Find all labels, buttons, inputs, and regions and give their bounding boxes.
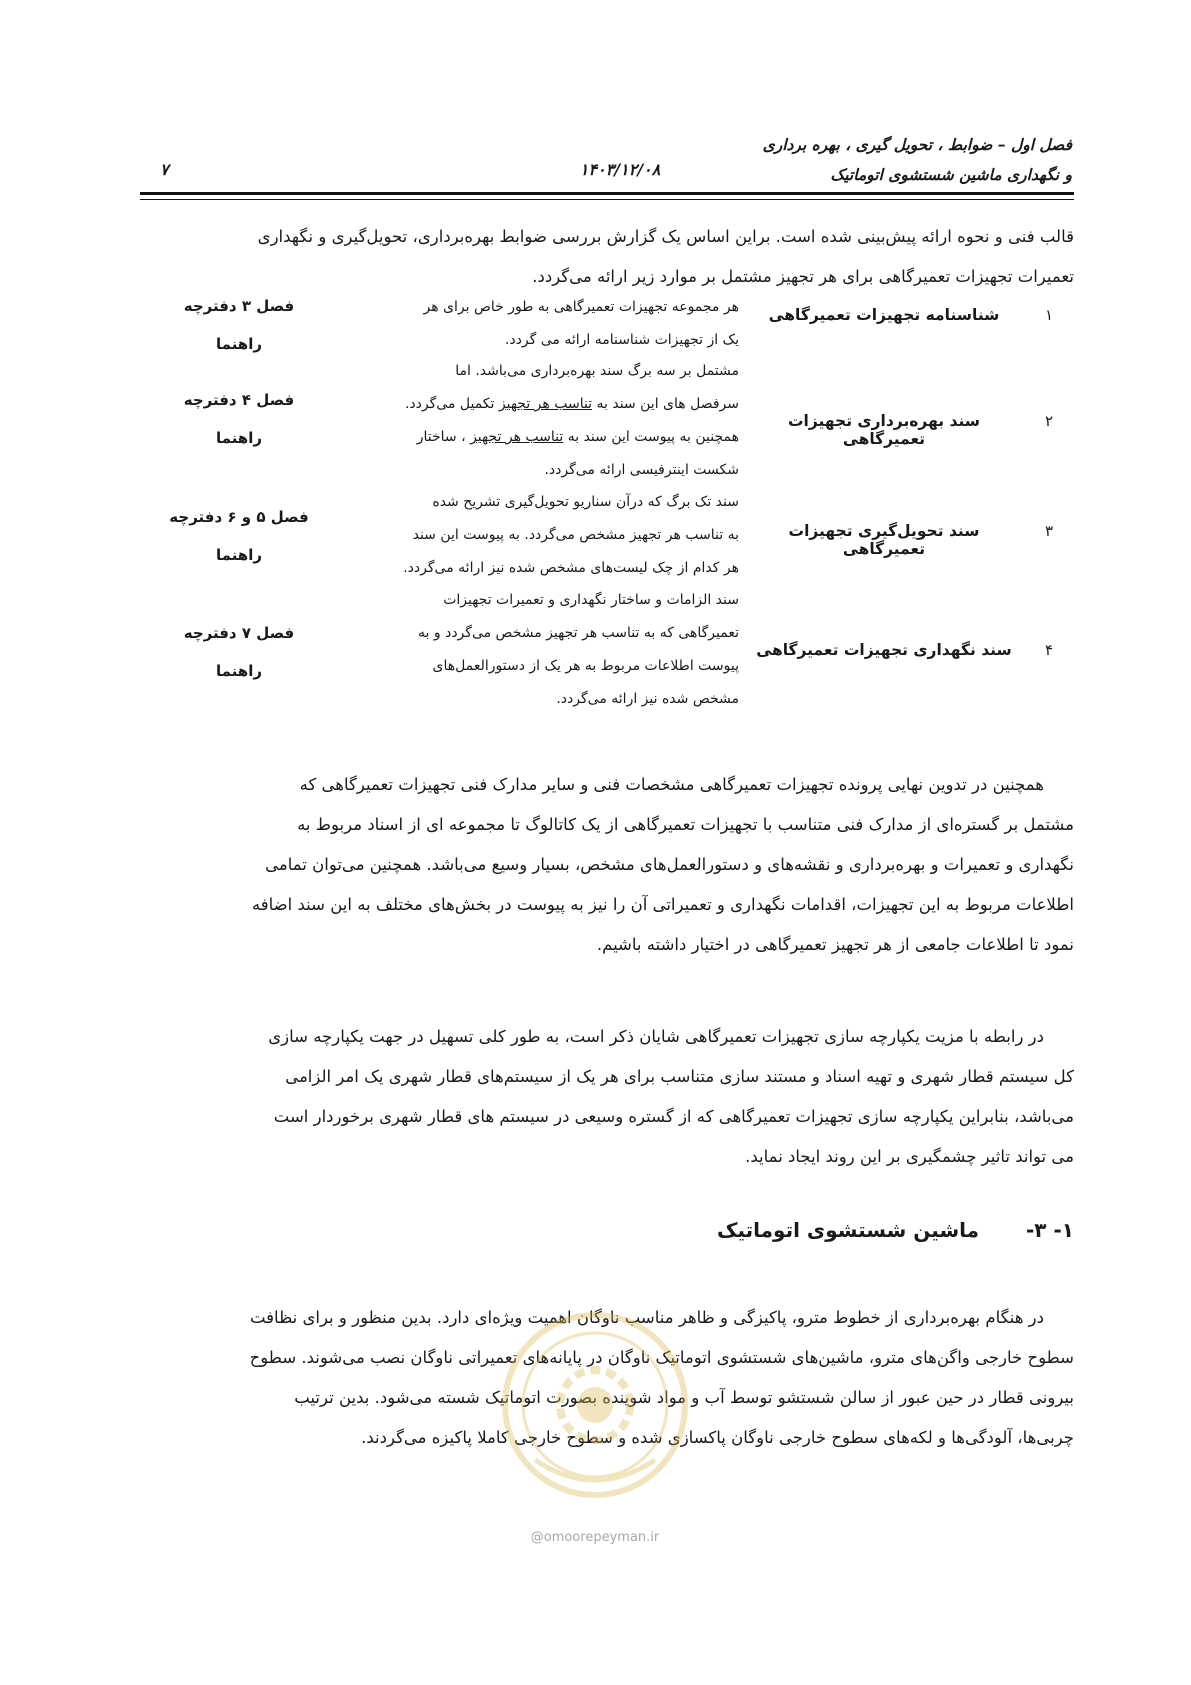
row-number: ۱ bbox=[1044, 306, 1054, 324]
paragraph-line: سطوح خارجی واگن‌های مترو، ماشین‌های شستشوی اتوماتیک ناوگان در پایانه‌های تعمیراتی ناوگان نصب می‌شوند. سطوح bbox=[249, 1348, 1074, 1367]
row-number: ۳ bbox=[1044, 522, 1054, 540]
row-number: ۲ bbox=[1044, 412, 1054, 430]
desc-line: هر مجموعه تجهیزات تعمیرگاهی به طور خاص برای هر bbox=[423, 299, 739, 315]
page-number: ۷ bbox=[160, 160, 169, 179]
paragraph-line: همچنین در تدوین نهایی پرونده تجهیزات تعمیرگاهی مشخصات فنی و سایر مدارک فنی تجهیزات تعمیرگاهی که bbox=[299, 775, 1044, 794]
paragraph-line: بیرونی قطار در حین عبور از سالن شستشو توسط آب و مواد شوینده بصورت اتوماتیک شسته می‌شود. بدین ترتیب bbox=[294, 1388, 1074, 1407]
table-row bbox=[140, 291, 1074, 355]
intro-line: قالب فنی و نحوه ارائه پیش‌بینی شده است. براین اساس یک گزارش بررسی ضوابط بهره‌برداری، تحویل‌گیری و نگهداری bbox=[257, 227, 1074, 246]
underlined-text: تناسب هر تجهیز bbox=[470, 429, 564, 445]
table-row bbox=[140, 486, 1074, 584]
underlined-text: تناسب هر تجهیز bbox=[498, 396, 593, 412]
header-rule-thick bbox=[140, 192, 1074, 195]
ref-line: راهنما bbox=[216, 335, 262, 353]
chapter-line-1: فصل اول – ضوابط ، تحویل گیری ، بهره برداری bbox=[762, 135, 1072, 154]
row-description bbox=[364, 355, 739, 487]
paragraph-line: می‌باشد، بنابراین یکپارچه سازی تجهیزات تعمیرگاهی که از گستره وسیعی در سیستم های قطار شهری برخوردار است bbox=[273, 1107, 1074, 1126]
header-date: ۱۴۰۳/۱۲/۰۸ bbox=[579, 160, 661, 179]
desc-line: مشخص شده نیز ارائه می‌گردد. bbox=[556, 691, 739, 707]
row-reference bbox=[139, 287, 339, 363]
row-description bbox=[364, 291, 739, 357]
chapter-line-2: و نگهداری ماشین شستشوی اتوماتیک bbox=[830, 165, 1072, 184]
chapter-heading bbox=[652, 130, 1072, 190]
intro-paragraph bbox=[140, 217, 1074, 297]
ref-line: راهنما bbox=[216, 662, 262, 680]
documents-table bbox=[140, 297, 1074, 730]
row-reference bbox=[139, 498, 339, 574]
table-row bbox=[140, 355, 1074, 486]
row-title: سند نگهداری تجهیزات تعمیرگاهی bbox=[756, 641, 1012, 659]
paragraph-line: در هنگام بهره‌برداری از خطوط مترو، پاکیزگی و ظاهر مناسب ناوگان اهمیت ویژه‌ای دارد. بدین منظور و برای نظافت bbox=[249, 1308, 1044, 1327]
paragraph-line: کل سیستم قطار شهری و تهیه اسناد و مستند سازی متناسب برای هر یک از سیستم‌های قطار شهری یک امر الزامی bbox=[285, 1067, 1074, 1086]
desc-line: مشتمل بر سه برگ سند بهره‌برداری می‌باشد. اما bbox=[455, 363, 739, 379]
paragraph-line: در رابطه با مزیت یکپارچه سازی تجهیزات تعمیرگاهی شایان ذکر است، به طور کلی تسهیل در جهت یکپارچه سازی bbox=[268, 1027, 1044, 1046]
watermark-url: @omoorepeyman.ir bbox=[530, 1530, 660, 1545]
desc-line: سرفصل های این سند به تناسب هر تجهیز تکمیل می‌گردد. bbox=[404, 396, 739, 412]
desc-line: تعمیرگاهی که به تناسب هر تجهیز مشخص می‌گردد و به bbox=[418, 625, 739, 641]
paragraph-line: نمود تا اطلاعات جامعی از هر تجهیز تعمیرگاهی در اختیار داشته باشیم. bbox=[596, 935, 1074, 954]
row-description bbox=[364, 584, 739, 716]
body-paragraph bbox=[140, 765, 1074, 965]
paragraph-line: مشتمل بر گستره‌ای از مدارک فنی متناسب با تجهیزات تعمیرگاهی از یک کاتالوگ تا مجموعه ای از اسناد مربوط به bbox=[297, 815, 1074, 834]
ref-line: فصل ۷ دفترچه bbox=[183, 624, 295, 642]
watermark-seal-icon bbox=[495, 1300, 695, 1520]
desc-line: شکست اینترفیسی ارائه می‌گردد. bbox=[544, 462, 739, 478]
table-row bbox=[140, 584, 1074, 715]
desc-line: هر کدام از چک لیست‌های مشخص شده نیز ارائه می‌گردد. bbox=[403, 560, 739, 576]
desc-line: سند تک برگ که درآن سناریو تحویل‌گیری تشریح شده bbox=[432, 494, 739, 510]
section-heading bbox=[574, 1218, 1074, 1242]
row-description bbox=[364, 486, 739, 585]
intro-line: تعمیرات تجهیزات تعمیرگاهی برای هر تجهیز مشتمل بر موارد زیر ارائه می‌گردد. bbox=[532, 267, 1074, 286]
paragraph-line: اطلاعات مربوط به این تجهیزات، اقدامات نگهداری و تعمیراتی آن را نیز به پیوست در بخش‌های مختلف به این سند اضافه bbox=[251, 895, 1074, 914]
row-reference bbox=[139, 614, 339, 690]
desc-line: همچنین به پیوست این سند به تناسب هر تجهیز ، ساختار bbox=[416, 429, 739, 445]
ref-line: راهنما bbox=[216, 429, 262, 447]
body-paragraph bbox=[140, 1017, 1074, 1177]
row-title: سند تحویل‌گیری تجهیزات تعمیرگاهی bbox=[788, 522, 980, 558]
paragraph-line: نگهداری و تعمیرات و بهره‌برداری و نقشه‌های و دستورالعمل‌های مشخص، بسیار وسیع می‌باشد. همچنین می‌توان تمامی bbox=[265, 855, 1074, 874]
row-title: سند بهره‌برداری تجهیزات تعمیرگاهی bbox=[787, 412, 981, 448]
paragraph-line: چربی‌ها، آلودگی‌ها و لکه‌های سطوح خارجی ناوگان پاکسازی شده و سطوح خارجی کاملا پاکیزه می‌گردند. bbox=[361, 1428, 1074, 1447]
ref-line: راهنما bbox=[216, 546, 262, 564]
row-reference bbox=[139, 381, 339, 457]
ref-line: فصل ۳ دفترچه bbox=[183, 297, 295, 315]
desc-line: سند الزامات و ساختار نگهداری و تعمیرات تجهیزات bbox=[443, 592, 739, 608]
desc-line: یک از تجهیزات شناسنامه ارائه می گردد. bbox=[504, 332, 739, 348]
row-title: شناسنامه تجهیزات تعمیرگاهی bbox=[768, 306, 1000, 324]
row-number: ۴ bbox=[1044, 641, 1054, 659]
paragraph-line: می تواند تاثیر چشمگیری بر این روند ایجاد نماید. bbox=[745, 1147, 1074, 1166]
header-rule-thin bbox=[140, 199, 1074, 200]
desc-line: پیوست اطلاعات مربوط به هر یک از دستورالعمل‌های bbox=[432, 658, 739, 674]
section-number: ۱- ۳- bbox=[1025, 1218, 1074, 1242]
ref-line: فصل ۴ دفترچه bbox=[183, 391, 295, 409]
desc-line: به تناسب هر تجهیز مشخص می‌گردد. به پیوست این سند bbox=[412, 527, 739, 543]
section-title: ماشین شستشوی اتوماتیک bbox=[717, 1218, 980, 1242]
ref-line: فصل ۵ و ۶ دفترچه bbox=[169, 508, 309, 526]
